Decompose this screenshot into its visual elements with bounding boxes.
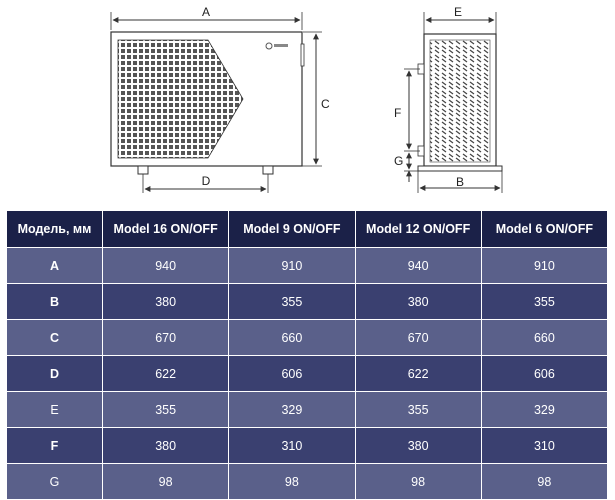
table-row (7, 248, 608, 284)
table-cell: 940 (355, 248, 481, 284)
table-cell: 940 (103, 248, 229, 284)
row-label-a: A (7, 248, 103, 284)
table-cell: 670 (103, 320, 229, 356)
table-row (7, 356, 608, 392)
dimension-e-label: E (453, 5, 463, 19)
header-model-9: Model 9 ON/OFF (229, 211, 355, 248)
front-view (111, 5, 330, 193)
table-cell: 380 (103, 428, 229, 464)
table-cell: 622 (103, 356, 229, 392)
table-cell: 310 (229, 428, 355, 464)
table-row (7, 284, 608, 320)
row-label-d: D (7, 356, 103, 392)
table-cell: 310 (481, 428, 607, 464)
table-cell: 910 (229, 248, 355, 284)
side-base (418, 166, 502, 171)
dimensions-table (6, 210, 608, 500)
table-cell: 606 (481, 356, 607, 392)
row-label-b: B (7, 284, 103, 320)
table-cell: 329 (229, 392, 355, 428)
table-row (7, 320, 608, 356)
table-cell: 606 (229, 356, 355, 392)
table-cell: 98 (355, 464, 481, 500)
table-cell: 98 (481, 464, 607, 500)
side-view (394, 5, 502, 193)
table-cell: 355 (481, 284, 607, 320)
dimension-c-label: C (321, 97, 330, 111)
dimension-d-label: D (201, 174, 211, 188)
table-cell: 380 (355, 284, 481, 320)
table-cell: 660 (481, 320, 607, 356)
dimension-f-label: F (394, 106, 402, 120)
unit-dimension-drawing (0, 0, 615, 205)
front-foot-right (263, 166, 273, 174)
header-model-12: Model 12 ON/OFF (355, 211, 481, 248)
table-row (7, 428, 608, 464)
header-model-16: Model 16 ON/OFF (103, 211, 229, 248)
table-cell: 622 (355, 356, 481, 392)
row-label-e: E (7, 392, 103, 428)
table-cell: 355 (229, 284, 355, 320)
header-model-6: Model 6 ON/OFF (481, 211, 607, 248)
table-cell: 380 (355, 428, 481, 464)
table-cell: 98 (103, 464, 229, 500)
table-row (7, 392, 608, 428)
dimension-a-label: A (201, 5, 211, 19)
row-label-g: G (7, 464, 103, 500)
table-cell: 660 (229, 320, 355, 356)
table-cell: 355 (355, 392, 481, 428)
row-label-f: F (7, 428, 103, 464)
dimension-b-label: B (455, 175, 465, 189)
header-model-mm: Модель, мм (7, 211, 103, 248)
table-cell: 910 (481, 248, 607, 284)
side-louvers (430, 40, 490, 162)
table-cell: 98 (229, 464, 355, 500)
row-label-c: C (7, 320, 103, 356)
table-cell: 355 (103, 392, 229, 428)
table-header-row (7, 211, 608, 248)
table-cell: 670 (355, 320, 481, 356)
table-cell: 329 (481, 392, 607, 428)
table-row (7, 464, 608, 500)
dimension-g-label: G (394, 154, 404, 168)
front-foot-left (138, 166, 148, 174)
table-cell: 380 (103, 284, 229, 320)
